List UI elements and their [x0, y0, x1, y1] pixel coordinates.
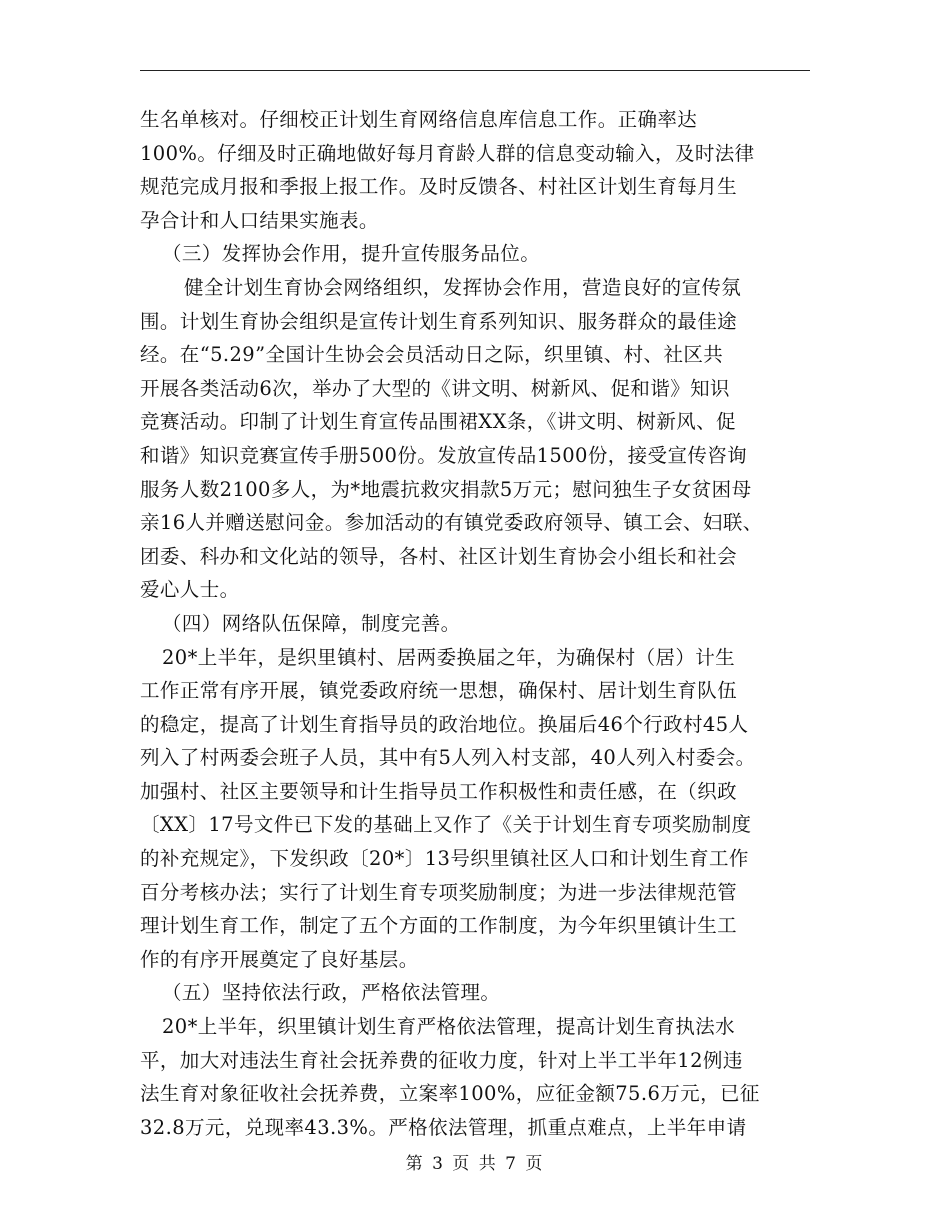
paragraph-line: 团委、科办和文化站的领导，各村、社区计划生育协会小组长和社会	[140, 544, 738, 568]
paragraph-line: 经。在“5.29”全国计生协会会员活动日之际，织里镇、村、社区共	[140, 343, 724, 367]
paragraph-line: 生名单核对。仔细校正计划生育网络信息库信息工作。正确率达	[140, 108, 698, 131]
paragraph-line: 法生育对象征收社会抚养费，立案率100%，应征金额75.6万元，已征	[140, 1082, 760, 1106]
paragraph-line: 作的有序开展奠定了良好基层。	[140, 947, 419, 971]
paragraph-line: 亲16人并赠送慰问金。参加活动的有镇党委政府领导、镇工会、妇联、	[140, 511, 763, 535]
paragraph-line: 20*上半年，织里镇计划生育严格依法管理，提高计划生育执法水	[162, 1015, 736, 1039]
paragraph-line: 健全计划生育协会网络组织，发挥协会作用，营造良好的宣传氛	[184, 275, 742, 299]
paragraph-line: 平，加大对违法生育社会抚养费的征收力度，针对上半工半年12例违	[140, 1048, 743, 1072]
paragraph-line: 服务人数2100多人，为*地震抗救灾捐款5万元；慰问独生子女贫困母	[140, 477, 752, 501]
paragraph-line: 加强村、社区主要领导和计生指导员工作积极性和责任感，在（织政	[140, 779, 738, 803]
page-number-footer: 第 3 页 共 7 页	[405, 1154, 545, 1174]
paragraph-line: 20*上半年，是织里镇村、居两委换届之年，为确保村（居）计生	[162, 645, 736, 669]
paragraph-line: 〔XX〕17号文件已下发的基础上又作了《关于计划生育专项奖励制度	[140, 813, 752, 837]
paragraph-line: 孕合计和人口结果实施表。	[140, 208, 379, 232]
paragraph-line: 列入了村两委会班子人员，其中有5人列入村支部，40人列入村委会。	[140, 746, 756, 770]
paragraph-line: 围。计划生育协会组织是宣传计划生育系列知识、服务群众的最佳途	[140, 309, 738, 333]
paragraph-line: 工作正常有序开展，镇党委政府统一思想，确保村、居计划生育队伍	[140, 679, 738, 703]
header-rule	[140, 70, 810, 71]
paragraph-line: 规范完成月报和季报上报工作。及时反馈各、村社区计划生育每月生	[140, 175, 738, 199]
paragraph-line: 的稳定，提高了计划生育指导员的政治地位。换届后46个行政村45人	[140, 712, 749, 736]
paragraph-line: 爱心人士。	[140, 578, 240, 602]
paragraph-line: 百分考核办法；实行了计划生育专项奖励制度；为进一步法律规范管	[140, 880, 738, 904]
paragraph-line: 100%。仔细及时正确地做好每月育龄人群的信息变动输入，及时法律	[140, 141, 755, 165]
section-heading: （四）网络队伍保障，制度完善。	[162, 611, 461, 635]
section-heading: （五）坚持依法行政，严格依法管理。	[162, 981, 501, 1005]
paragraph-line: 的补充规定》，下发织政〔20*〕13号织里镇社区人口和计划生育工作	[140, 847, 749, 871]
document-body	[140, 103, 820, 1144]
paragraph-line: 竞赛活动。印制了计划生育宣传品围裙XX条，《讲文明、树新风、促	[140, 410, 736, 434]
paragraph-line: 32.8万元，兑现率43.3%。严格依法管理，抓重点难点，上半年申请	[140, 1115, 747, 1139]
paragraph-line: 和谐》知识竞赛宣传手册500份。发放宣传品1500份，接受宣传咨询	[140, 443, 748, 467]
paragraph-line: 理计划生育工作，制定了五个方面的工作制度，为今年织里镇计生工	[140, 914, 738, 938]
paragraph-line: 开展各类活动6次，举办了大型的《讲文明、树新风、促和谐》知识	[140, 376, 730, 400]
section-heading: （三）发挥协会作用，提升宣传服务品位。	[162, 242, 541, 266]
